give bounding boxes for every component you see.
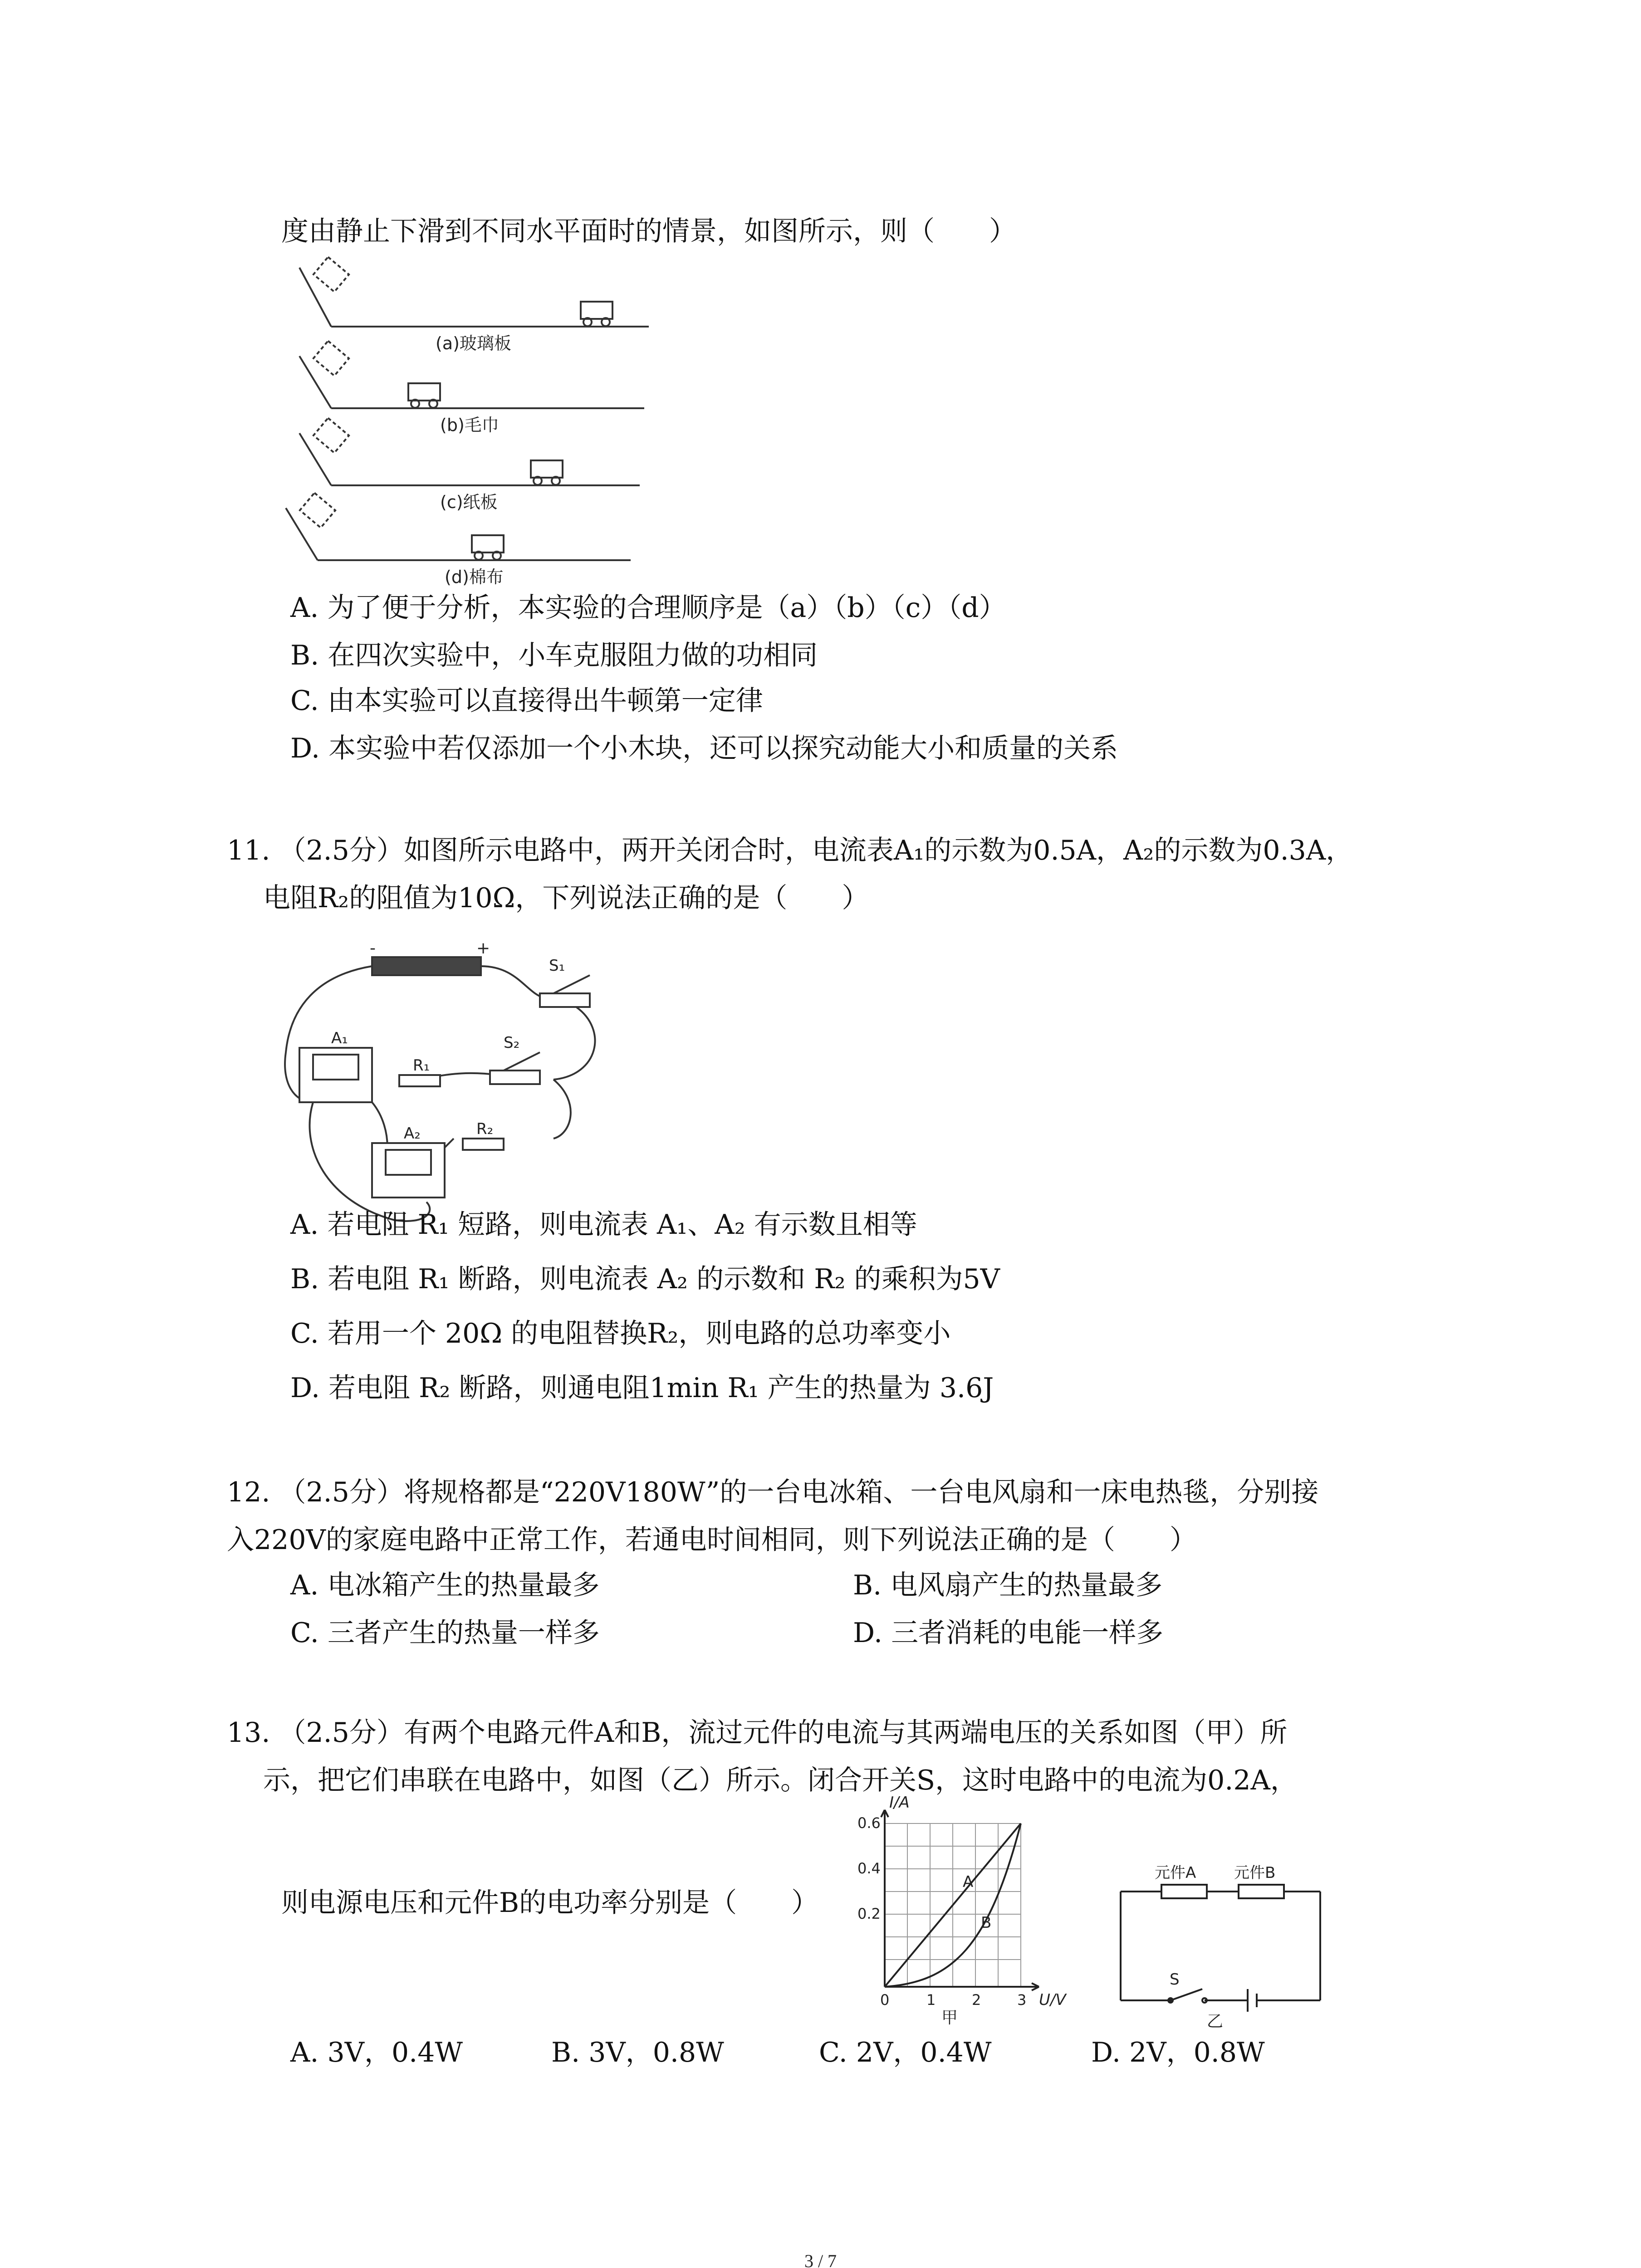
q10-option-c[interactable]: C. 由本实验可以直接得出牛顿第一定律 <box>290 685 763 717</box>
q13-option-c[interactable]: C. 2V，0.4W <box>819 2037 992 2068</box>
q10-option-b[interactable]: B. 在四次实验中，小车克服阻力做的功相同 <box>290 640 818 671</box>
surface-label-c: (c)纸板 <box>440 492 498 512</box>
q12-option-c[interactable]: C. 三者产生的热量一样多 <box>290 1617 600 1649</box>
component-b-label: 元件B <box>1234 1864 1276 1882</box>
q13-option-d[interactable]: D. 2V，0.8W <box>1091 2037 1265 2068</box>
q11-option-c[interactable]: C. 若用一个 20Ω 的电阻替换R₂，则电路的总功率变小 <box>290 1318 951 1349</box>
surface-label-a: (a)玻璃板 <box>436 333 511 353</box>
q13-option-a[interactable]: A. 3V，0.4W <box>290 2037 463 2068</box>
q11-figure-circuit <box>281 939 626 1229</box>
q11-option-b[interactable]: B. 若电阻 R₁ 断路，则电流表 A₂ 的示数和 R₂ 的乘积为5V <box>290 1263 1000 1295</box>
graph-ytick-0-4: 0.4 <box>857 1860 881 1877</box>
q11-line2: 电阻R₂的阻值为10Ω，下列说法正确的是（ ） <box>263 882 869 914</box>
graph-ytick-0-6: 0.6 <box>857 1814 881 1832</box>
q11-option-d[interactable]: D. 若电阻 R₂ 断路，则通电阻1min R₁ 产生的热量为 3.6J <box>290 1372 994 1404</box>
graph-xtick-0: 0 <box>880 1991 890 2009</box>
q13-line2: 示，把它们串联在电路中，如图（乙）所示。闭合开关S，这时电路中的电流为0.2A， <box>263 1765 1298 1796</box>
q12-option-a[interactable]: A. 电冰箱产生的热量最多 <box>290 1569 600 1601</box>
q12-option-d[interactable]: D. 三者消耗的电能一样多 <box>853 1617 1164 1649</box>
page-number: 3 / 7 <box>804 2251 837 2268</box>
graph-xlabel: U/V <box>1039 1991 1066 2009</box>
q10-stem-tail: 度由静止下滑到不同水平面时的情景，如图所示，则（ ） <box>281 215 1016 247</box>
circuit-caption: 乙 <box>1207 2012 1224 2031</box>
q13-option-b[interactable]: B. 3V，0.8W <box>551 2037 724 2068</box>
q11-line1: 11. （2.5分）如图所示电路中，两开关闭合时，电流表A₁的示数为0.5A，A₂的示数为0.3A， <box>227 835 1353 866</box>
q10-figure-inclines <box>272 254 681 617</box>
q11-option-a[interactable]: A. 若电阻 R₁ 短路，则电流表 A₁、A₂ 有示数且相等 <box>290 1209 917 1241</box>
switch-s2-label: S₂ <box>504 1034 520 1052</box>
q13-series-circuit <box>1107 1837 1325 2031</box>
battery-plus-label: + <box>476 939 490 958</box>
q12-line2: 入220V的家庭电路中正常工作，若通电时间相同，则下列说法正确的是（ ） <box>227 1524 1197 1556</box>
series-label-b: B <box>981 1914 992 1932</box>
resistor-r1-label: R₁ <box>413 1056 430 1075</box>
q13-iv-graph <box>857 1794 1071 2027</box>
battery-minus-label: - <box>370 939 376 958</box>
q13-line1: 13. （2.5分）有两个电路元件A和B，流过元件的电流与其两端电压的关系如图（甲）所 <box>227 1717 1288 1749</box>
resistor-r2-label: R₂ <box>476 1120 494 1138</box>
graph-xtick-3: 3 <box>1017 1991 1027 2009</box>
graph-xtick-1: 1 <box>926 1991 936 2009</box>
series-label-a: A <box>963 1873 974 1891</box>
q13-line3: 则电源电压和元件B的电功率分别是（ ） <box>281 1887 819 1919</box>
component-a-label: 元件A <box>1155 1864 1196 1882</box>
ammeter-a1-label: A₁ <box>331 1029 348 1047</box>
graph-xtick-2: 2 <box>972 1991 981 2009</box>
q10-option-a[interactable]: A. 为了便于分析，本实验的合理顺序是（a）（b）（c）（d） <box>290 592 1006 624</box>
graph-ylabel: I/A <box>889 1794 910 1812</box>
graph-ytick-0-2: 0.2 <box>857 1905 881 1922</box>
q12-option-b[interactable]: B. 电风扇产生的热量最多 <box>853 1569 1163 1601</box>
switch-s1-label: S₁ <box>549 957 565 975</box>
surface-label-b: (b)毛巾 <box>440 415 499 435</box>
ammeter-a2-label: A₂ <box>404 1124 421 1143</box>
surface-label-d: (d)棉布 <box>445 567 504 587</box>
graph-caption: 甲 <box>941 2009 958 2027</box>
q12-line1: 12. （2.5分）将规格都是“220V180W”的一台电冰箱、一台电风扇和一床电热毯，分别接 <box>227 1476 1319 1508</box>
q10-option-d[interactable]: D. 本实验中若仅添加一个小木块，还可以探究动能大小和质量的关系 <box>290 733 1118 764</box>
switch-s-label: S <box>1170 1970 1180 1989</box>
